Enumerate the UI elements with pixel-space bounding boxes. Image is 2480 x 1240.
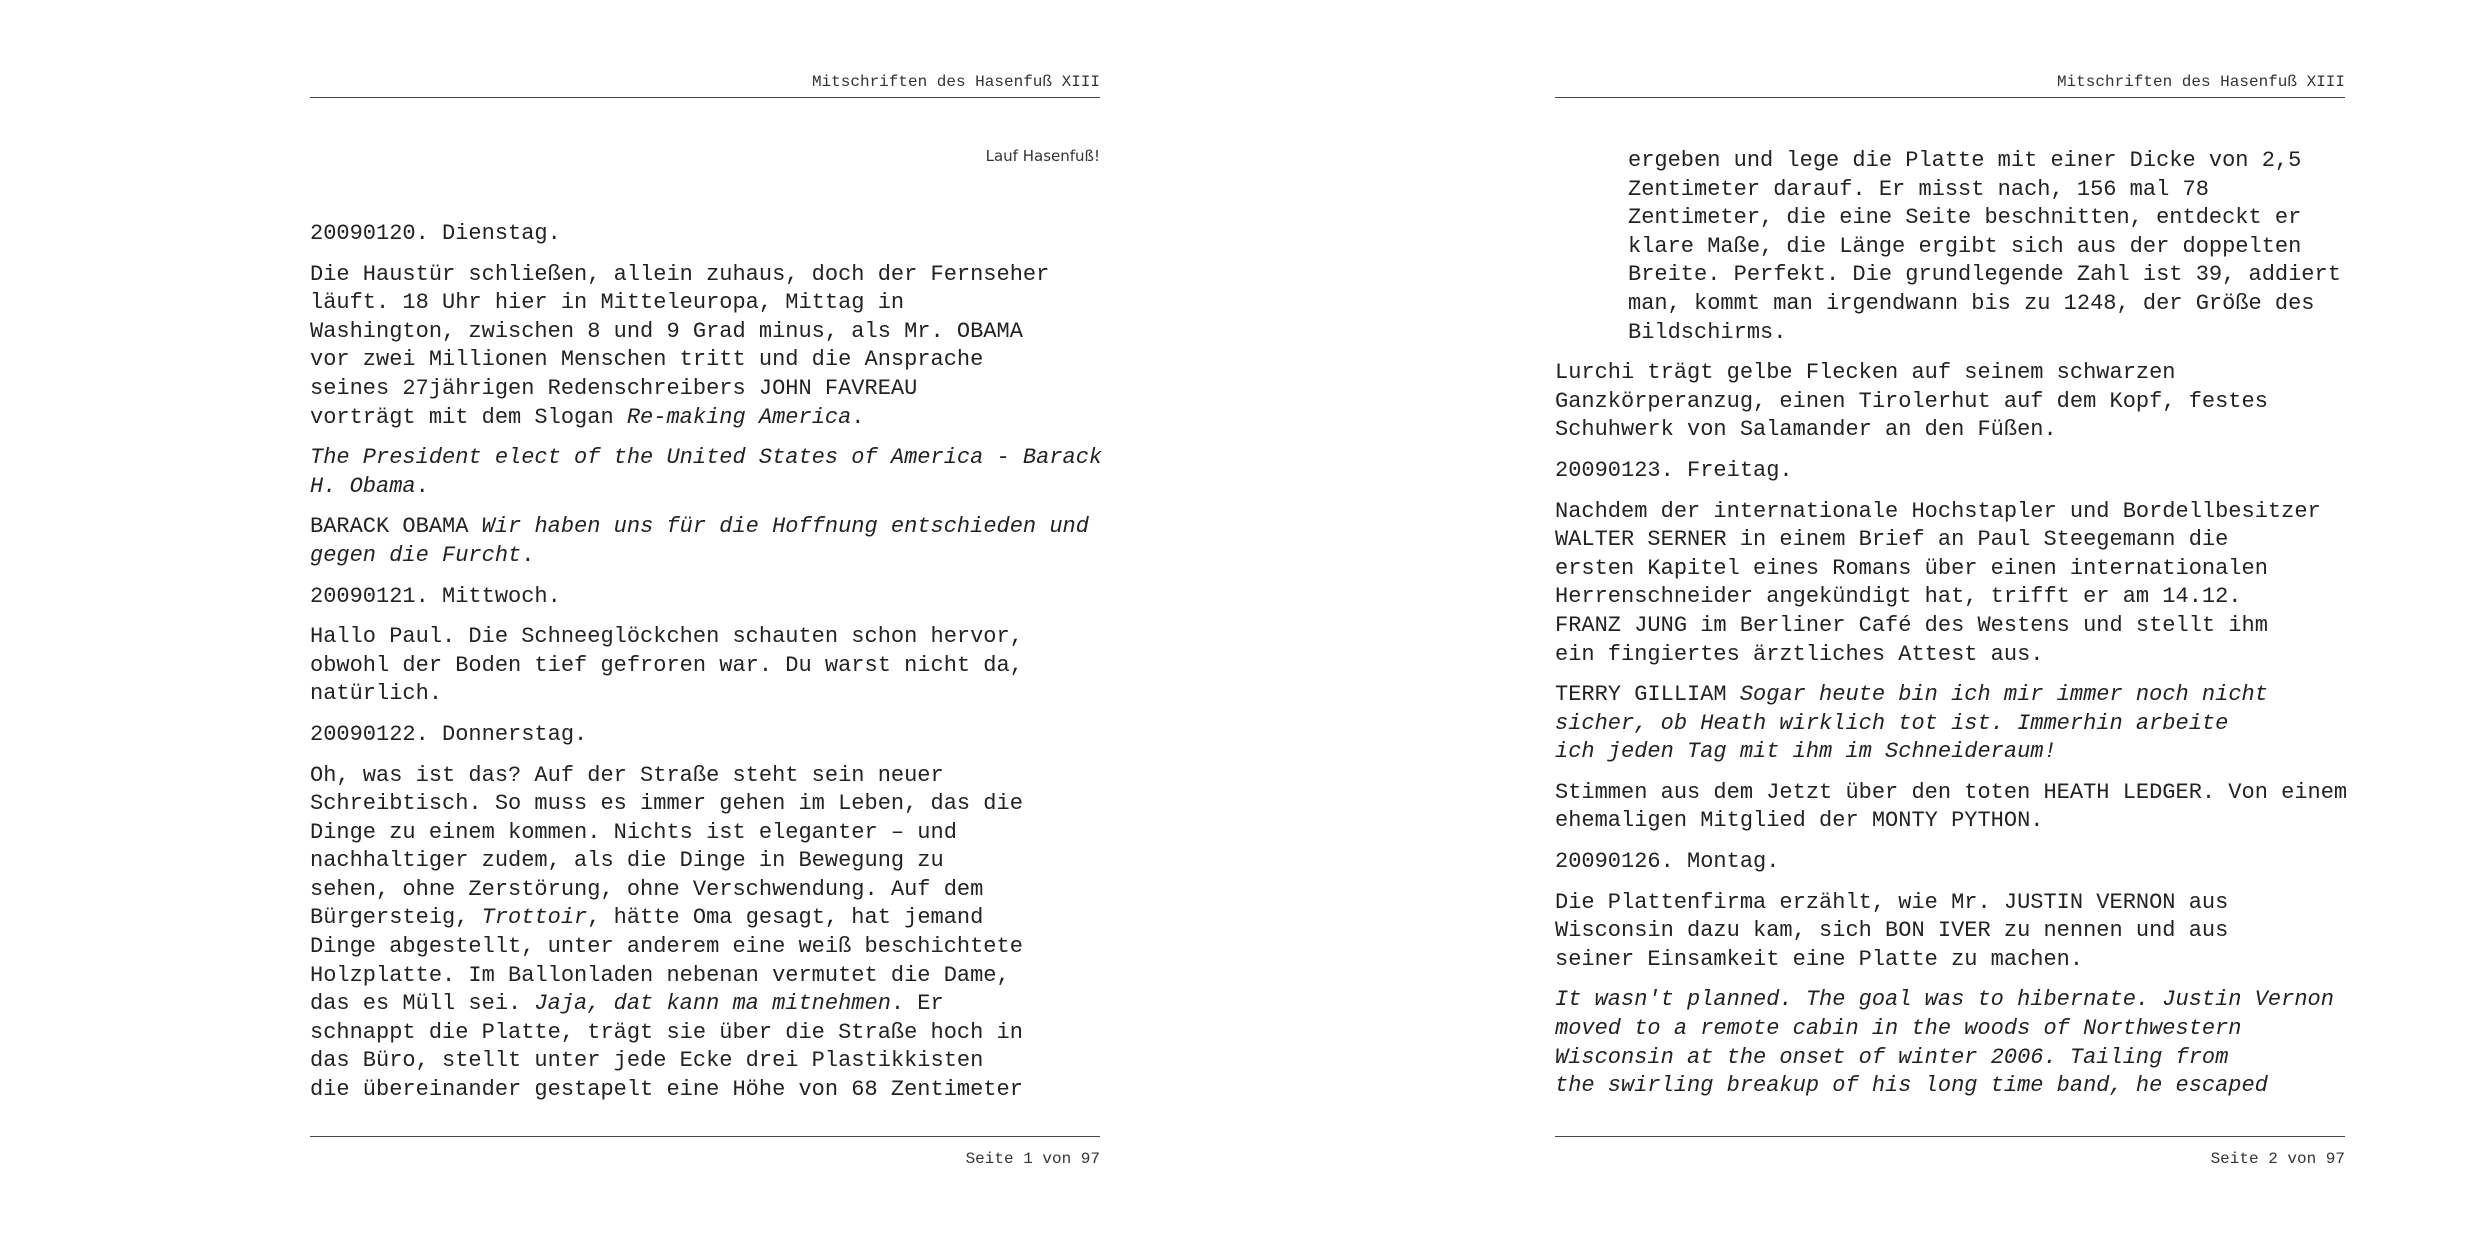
- text-segment: Nachdem der internationale Hochstapler und Bordellbesitzer: [1555, 498, 2321, 524]
- paragraph: [1555, 498, 2345, 670]
- text-line: [1555, 359, 2345, 388]
- page-text: [1555, 147, 2348, 1113]
- text-line: [310, 444, 1103, 473]
- text-segment: 20090121. Mittwoch.: [310, 583, 561, 609]
- text-line: [1555, 807, 2345, 836]
- text-line: [1555, 946, 2345, 975]
- header-rule: [310, 97, 1100, 98]
- text-line: [1555, 738, 2345, 767]
- paragraph: [310, 623, 1100, 709]
- italic-text: moved to a remote cabin in the woods of Northwestern: [1555, 1016, 2242, 1042]
- text-segment: Breite. Perfekt. Die grundlegende Zahl ist 39, addiert: [1628, 262, 2341, 288]
- left-page: [310, 0, 1103, 1240]
- text-segment: vor zwei Millionen Menschen tritt und die Ansprache: [310, 347, 984, 373]
- text-line: [310, 1019, 1100, 1048]
- paragraph: [1555, 457, 2345, 486]
- text-segment: die übereinander gestapelt eine Höhe von 68 Zentimeter: [310, 1077, 1023, 1103]
- italic-text: The President elect of the United States of America - Barack: [310, 445, 1103, 471]
- text-segment: läuft. 18 Uhr hier in Mitteleuropa, Mittag in: [310, 290, 905, 316]
- text-line: [1555, 612, 2345, 641]
- text-line: [1555, 388, 2345, 417]
- text-line: [310, 790, 1100, 819]
- text-segment: das Büro, stellt unter jede Ecke drei Plastikkisten: [310, 1048, 984, 1074]
- text-segment: .: [415, 473, 429, 499]
- text-line: [1628, 233, 2345, 262]
- paragraph: [1555, 359, 2345, 445]
- text-segment: Stimmen aus dem Jetzt über den toten HEATH LEDGER. Von einem: [1555, 779, 2348, 805]
- paragraph: [310, 762, 1100, 1105]
- text-line: [310, 990, 1100, 1019]
- text-line: [310, 1076, 1100, 1105]
- text-segment: Die Plattenfirma erzählt, wie Mr. JUSTIN VERNON aus: [1555, 889, 2229, 915]
- italic-text: gegen die Furcht: [310, 542, 522, 568]
- page-text: [310, 220, 1103, 1117]
- italic-text: Wir haben uns für die Hoffnung entschieden und: [481, 514, 1089, 540]
- text-segment: Bildschirms.: [1628, 319, 1787, 345]
- italic-text: H. Obama: [310, 473, 416, 499]
- text-line: [310, 819, 1100, 848]
- text-segment: .: [521, 542, 535, 568]
- text-segment: seines 27jährigen Redenschreibers JOHN FAVREAU: [310, 375, 918, 401]
- text-line: [1555, 416, 2345, 445]
- text-line: [310, 680, 1100, 709]
- text-line: [1628, 147, 2345, 176]
- page-footer: Seite 2 von 97: [2210, 1150, 2345, 1168]
- text-line: [310, 721, 1100, 750]
- text-line: [1555, 498, 2345, 527]
- text-line: [1628, 290, 2345, 319]
- paragraph: [1555, 986, 2345, 1100]
- italic-text: Wisconsin at the onset of winter 2006. Tailing from: [1555, 1044, 2229, 1070]
- paragraph: [1555, 779, 2348, 836]
- text-segment: Herrenschneider angekündigt hat, trifft er am 14.12.: [1555, 584, 2242, 610]
- text-line: [1555, 641, 2345, 670]
- text-line: [310, 623, 1100, 652]
- text-segment: obwohl der Boden tief gefroren war. Du warst nicht da,: [310, 652, 1023, 678]
- text-line: [310, 876, 1100, 905]
- text-segment: TERRY GILLIAM: [1555, 682, 1740, 708]
- text-segment: ergeben und lege die Platte mit einer Dicke von 2,5: [1628, 148, 2302, 173]
- text-line: [310, 261, 1100, 290]
- text-line: [1628, 204, 2345, 233]
- text-line: [310, 904, 1100, 933]
- text-segment: Lurchi trägt gelbe Flecken auf seinem schwarzen: [1555, 360, 2176, 386]
- italic-text: Trottoir: [481, 905, 588, 931]
- text-line: [1555, 457, 2345, 486]
- text-segment: Dinge zu einem kommen. Nichts ist eleganter – und: [310, 819, 957, 845]
- italic-text: ich jeden Tag mit ihm im Schneideraum!: [1555, 739, 2057, 765]
- text-segment: BARACK OBAMA: [310, 514, 482, 540]
- italic-text: sicher, ob Heath wirklich tot ist. Immerhin arbeite: [1555, 710, 2229, 736]
- text-line: [310, 473, 1100, 502]
- text-line: [1555, 710, 2345, 739]
- page-header: Mitschriften des Hasenfuß XIII: [811, 73, 1100, 91]
- text-segment: Zentimeter, die eine Seite beschnitten, entdeckt er: [1628, 205, 2302, 231]
- paragraph: [310, 444, 1103, 501]
- paragraph: [310, 261, 1100, 433]
- text-line: [310, 346, 1100, 375]
- header-rule: [1555, 97, 2345, 98]
- text-segment: Schuhwerk von Salamander an den Füßen.: [1555, 417, 2057, 443]
- text-segment: WALTER SERNER in einem Brief an Paul Steegemann die: [1555, 527, 2229, 553]
- paragraph: [1555, 681, 2345, 767]
- text-line: [310, 583, 1100, 612]
- text-segment: seiner Einsamkeit eine Platte zu machen.: [1555, 946, 2084, 972]
- text-line: [1555, 917, 2345, 946]
- text-line: [310, 404, 1100, 433]
- italic-text: Jaja, dat kann ma mitnehmen: [534, 991, 891, 1017]
- text-segment: 20090126. Montag.: [1555, 849, 1780, 875]
- text-segment: .: [851, 404, 865, 430]
- right-page: [1555, 0, 2348, 1240]
- page-header: Mitschriften des Hasenfuß XIII: [2056, 73, 2345, 91]
- text-segment: schnappt die Platte, trägt sie über die Straße hoch in: [310, 1019, 1023, 1045]
- text-line: [1555, 1015, 2345, 1044]
- text-segment: 20090122. Donnerstag.: [310, 721, 588, 747]
- text-segment: natürlich.: [310, 681, 443, 707]
- paragraph: [1555, 889, 2345, 975]
- text-line: [310, 318, 1100, 347]
- text-segment: man, kommt man irgendwann bis zu 1248, der Größe des: [1628, 290, 2315, 316]
- footer-rule: [1555, 1136, 2345, 1137]
- text-segment: Oh, was ist das? Auf der Straße steht sein neuer: [310, 762, 944, 788]
- text-line: [310, 220, 1100, 249]
- text-line: [310, 962, 1100, 991]
- italic-text: Sogar heute bin ich mir immer noch nicht: [1739, 682, 2268, 708]
- text-segment: das es Müll sei.: [310, 991, 535, 1017]
- text-line: [310, 933, 1100, 962]
- text-segment: ersten Kapitel eines Romans über einen internationalen: [1555, 555, 2268, 581]
- text-segment: 20090120. Dienstag.: [310, 221, 561, 246]
- text-segment: Die Haustür schließen, allein zuhaus, doch der Fernseher: [310, 261, 1050, 287]
- page-footer: Seite 1 von 97: [965, 1150, 1100, 1168]
- text-line: [1555, 848, 2345, 877]
- text-segment: Hallo Paul. Die Schneeglöckchen schauten schon hervor,: [310, 624, 1023, 650]
- text-line: [310, 847, 1100, 876]
- text-segment: vorträgt mit dem Slogan: [310, 404, 627, 430]
- paragraph: [1555, 848, 2345, 877]
- text-line: [310, 289, 1100, 318]
- italic-text: Re-making America: [626, 404, 852, 430]
- paragraph: [310, 220, 1100, 249]
- text-line: [310, 375, 1100, 404]
- text-line: [1555, 526, 2345, 555]
- text-line: [1555, 583, 2345, 612]
- text-line: [1555, 681, 2345, 710]
- text-line: [1628, 319, 2345, 348]
- text-line: [310, 1047, 1100, 1076]
- text-segment: nachhaltiger zudem, als die Dinge in Bewegung zu: [310, 848, 944, 874]
- text-segment: . Er: [890, 991, 944, 1017]
- paragraph: [1555, 147, 2345, 347]
- paragraph: [310, 721, 1100, 750]
- text-line: [1555, 555, 2345, 584]
- text-segment: Dinge abgestellt, unter anderem eine weiß beschichtete: [310, 934, 1023, 960]
- italic-text: It wasn't planned. The goal was to hibernate. Justin Vernon: [1555, 987, 2334, 1013]
- text-segment: Bürgersteig,: [310, 905, 482, 931]
- text-segment: sehen, ohne Zerstörung, ohne Verschwendung. Auf dem: [310, 876, 984, 902]
- chapter-kicker: Lauf Hasenfuß!: [985, 147, 1100, 165]
- text-line: [1555, 1072, 2345, 1101]
- text-segment: Zentimeter darauf. Er misst nach, 156 mal 78: [1628, 176, 2209, 202]
- text-segment: , hätte Oma gesagt, hat jemand: [587, 905, 984, 931]
- text-segment: klare Maße, die Länge ergibt sich aus der doppelten: [1628, 233, 2302, 259]
- text-segment: ehemaligen Mitglied der MONTY PYTHON.: [1555, 808, 2044, 834]
- paragraph: [310, 583, 1100, 612]
- text-line: [310, 542, 1100, 571]
- text-segment: Schreibtisch. So muss es immer gehen im Leben, das die: [310, 791, 1023, 817]
- text-line: [1555, 889, 2345, 918]
- footer-rule: [310, 1136, 1100, 1137]
- text-line: [310, 652, 1100, 681]
- text-segment: Ganzkörperanzug, einen Tirolerhut auf dem Kopf, festes: [1555, 388, 2268, 414]
- text-line: [1628, 176, 2345, 205]
- text-line: [1555, 986, 2345, 1015]
- italic-text: the swirling breakup of his long time band, he escaped: [1555, 1073, 2268, 1099]
- text-line: [310, 513, 1100, 542]
- text-segment: Wisconsin dazu kam, sich BON IVER zu nennen und aus: [1555, 918, 2229, 944]
- text-segment: ein fingiertes ärztliches Attest aus.: [1555, 641, 2044, 667]
- text-line: [1555, 779, 2348, 808]
- text-segment: Holzplatte. Im Ballonladen nebenan vermutet die Dame,: [310, 962, 1010, 988]
- text-segment: Washington, zwischen 8 und 9 Grad minus, als Mr. OBAMA: [310, 318, 1023, 344]
- text-segment: 20090123. Freitag.: [1555, 457, 1793, 483]
- text-line: [1555, 1044, 2345, 1073]
- paragraph: [310, 513, 1100, 570]
- text-segment: FRANZ JUNG im Berliner Café des Westens und stellt ihm: [1555, 612, 2268, 638]
- text-line: [310, 762, 1100, 791]
- text-line: [1628, 261, 2345, 290]
